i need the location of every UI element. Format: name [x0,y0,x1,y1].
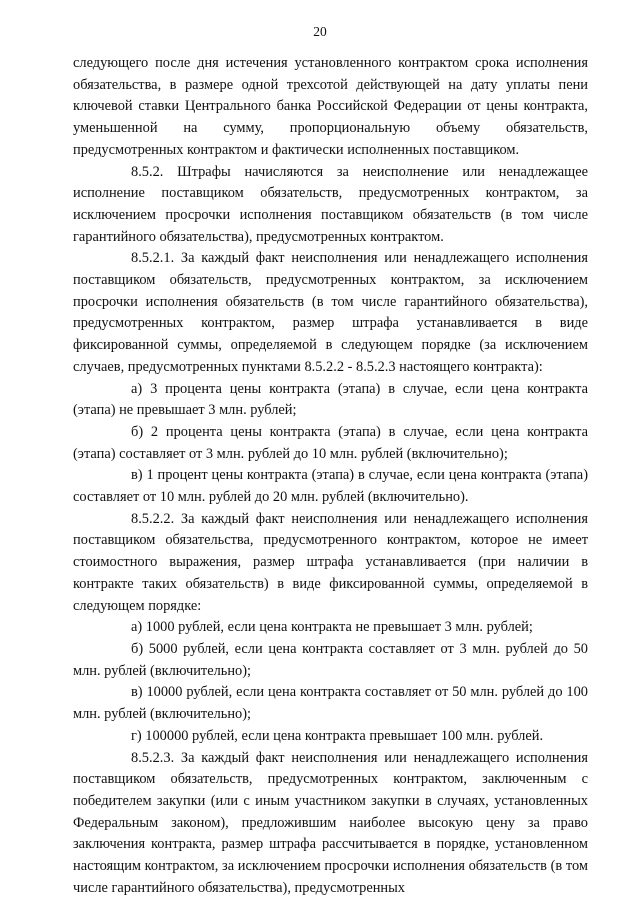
paragraph-8-5-2-3: 8.5.2.3. За каждый факт неисполнения или ненадлежащего исполнения поставщиком обязательств, предусмотренных контрактом, заключенным с победителем закупки (или с иным участником закупки в случаях, установленных Федеральным законом), предложившим наиболее высокую цену за право заключения контракта, размер штрафа рассчитывается в порядке, установленном настоящим контрактом, за исключением просрочки исполнения обязательств (в том числе гарантийного обязательства), предусмотренных [73,749,588,896]
paragraph-8-5-2-1: 8.5.2.1. За каждый факт неисполнения или ненадлежащего исполнения поставщиком обязательств, предусмотренных контрактом, за исключением просрочки исполнения обязательств (в том числе гарантийного обязательства), предусмотренных контрактом, размер штрафа устанавливается в виде фиксированной суммы, определяемой в следующем порядке (за исключением случаев, предусмотренных пунктами 8.5.2.2 - 8.5.2.3 настоящего контракта): [73,250,588,375]
paragraph-8-5-2: 8.5.2. Штрафы начисляются за неисполнение или ненадлежащее исполнение поставщиком обязательств, предусмотренных контрактом, за исключением просрочки исполнения поставщиком обязательств (в том числе гарантийного обязательства), предусмотренных контрактом. [73,163,588,245]
list-item-b-2-percent: б) 2 процента цены контракта (этапа) в случае, если цена контракта (этапа) составляет от 3 млн. рублей до 10 млн. рублей (включительно); [73,423,588,462]
page-number: 20 [313,24,327,39]
document-body [73,53,588,899]
list-item-a-1000: а) 1000 рублей, если цена контракта не превышает 3 млн. рублей; [131,619,533,636]
list-item-b-5000: б) 5000 рублей, если цена контракта составляет от 3 млн. рублей до 50 млн. рублей (включительно); [73,640,588,679]
list-item-v-10000: в) 10000 рублей, если цена контракта составляет от 50 млн. рублей до 100 млн. рублей (включительно); [73,684,588,723]
list-item-g-100000: г) 100000 рублей, если цена контракта превышает 100 млн. рублей. [131,727,544,744]
list-item-v-1-percent: в) 1 процент цены контракта (этапа) в случае, если цена контракта (этапа) составляет от 10 млн. рублей до 20 млн. рублей (включительно). [73,467,588,506]
paragraph-8-5-2-2: 8.5.2.2. За каждый факт неисполнения или ненадлежащего исполнения поставщиком обязательства, предусмотренного контрактом, которое не имеет стоимостного выражения, размер штрафа устанавливается (при наличии в контракте таких обязательств) в виде фиксированной суммы, определяемой в следующем порядке: [73,510,588,614]
paragraph-1: следующего после дня истечения установленного контрактом срока исполнения обязательства, в размере одной трехсотой действующей на дату уплаты пени ключевой ставки Центрального банка Российской Федерации от цены контракта, уменьшенной на сумму, пропорциональную объему обязательств, предусмотренных контрактом и фактически исполненных поставщиком. [73,55,588,158]
list-item-a-3-percent: а) 3 процента цены контракта (этапа) в случае, если цена контракта (этапа) не превышает 3 млн. рублей; [73,380,588,419]
